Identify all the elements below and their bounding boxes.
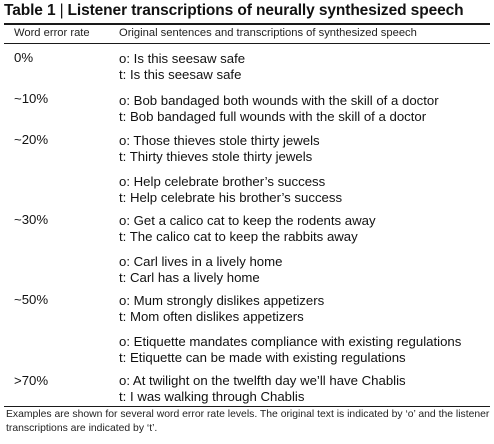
sentence-pair — [119, 254, 282, 286]
header-word-error-rate: Word error rate — [14, 27, 90, 39]
original-sentence: o: Get a calico cat to keep the rodents away — [119, 213, 376, 228]
transcribed-sentence: t: Etiquette can be made with existing regulations — [119, 350, 406, 365]
original-sentence: o: At twilight on the twelfth day we’ll have Chablis — [119, 373, 406, 388]
transcribed-sentence: t: Bob bandaged full wounds with the skill of a doctor — [119, 109, 427, 124]
title-separator: | — [59, 2, 64, 19]
original-sentence: o: Carl lives in a lively home — [119, 254, 283, 269]
table-title-text: Listener transcriptions of neurally synthesized speech — [67, 2, 464, 19]
transcribed-sentence: t: Mom often dislikes appetizers — [119, 309, 304, 324]
transcribed-sentence: t: Is this seesaw safe — [119, 67, 242, 82]
sentence-pair — [119, 213, 376, 245]
table-title — [4, 0, 490, 21]
transcribed-sentence: t: The calico cat to keep the rabbits away — [119, 229, 358, 244]
rate-0: 0% — [14, 50, 34, 65]
sentence-pair — [119, 373, 406, 405]
bottom-rule — [4, 406, 490, 407]
header-sentences: Original sentences and transcriptions of synthesized speech — [119, 27, 417, 39]
table-footnote: Examples are shown for several word error rate levels. The original text is indicated by ‘o’ and the listener transcriptions are indicated by ‘t’. — [6, 409, 490, 434]
header-rule — [4, 43, 490, 44]
original-sentence: o: Mum strongly dislikes appetizers — [119, 293, 325, 308]
transcribed-sentence: t: Thirty thieves stole thirty jewels — [119, 149, 313, 164]
rate-70: >70% — [14, 373, 49, 388]
sentence-pair — [119, 51, 245, 83]
original-sentence: o: Etiquette mandates compliance with existing regulations — [119, 334, 462, 349]
original-sentence: o: Those thieves stole thirty jewels — [119, 133, 320, 148]
rate-50: ~50% — [14, 292, 49, 307]
sentence-pair — [119, 174, 342, 206]
top-rule — [4, 23, 490, 25]
transcribed-sentence: t: Carl has a lively home — [119, 270, 260, 285]
original-sentence: o: Bob bandaged both wounds with the skill of a doctor — [119, 93, 439, 108]
original-sentence: o: Is this seesaw safe — [119, 51, 246, 66]
rate-10: ~10% — [14, 91, 49, 106]
original-sentence: o: Help celebrate brother’s success — [119, 174, 326, 189]
sentence-pair — [119, 93, 439, 125]
table-1 — [4, 0, 490, 434]
sentence-pair — [119, 334, 461, 366]
rate-20: ~20% — [14, 132, 49, 147]
transcribed-sentence: t: I was walking through Chablis — [119, 389, 305, 404]
sentence-pair — [119, 293, 324, 325]
transcribed-sentence: t: Help celebrate his brother’s success — [119, 190, 343, 205]
table-label: Table 1 — [4, 2, 56, 19]
rate-30: ~30% — [14, 212, 49, 227]
sentence-pair — [119, 133, 320, 165]
